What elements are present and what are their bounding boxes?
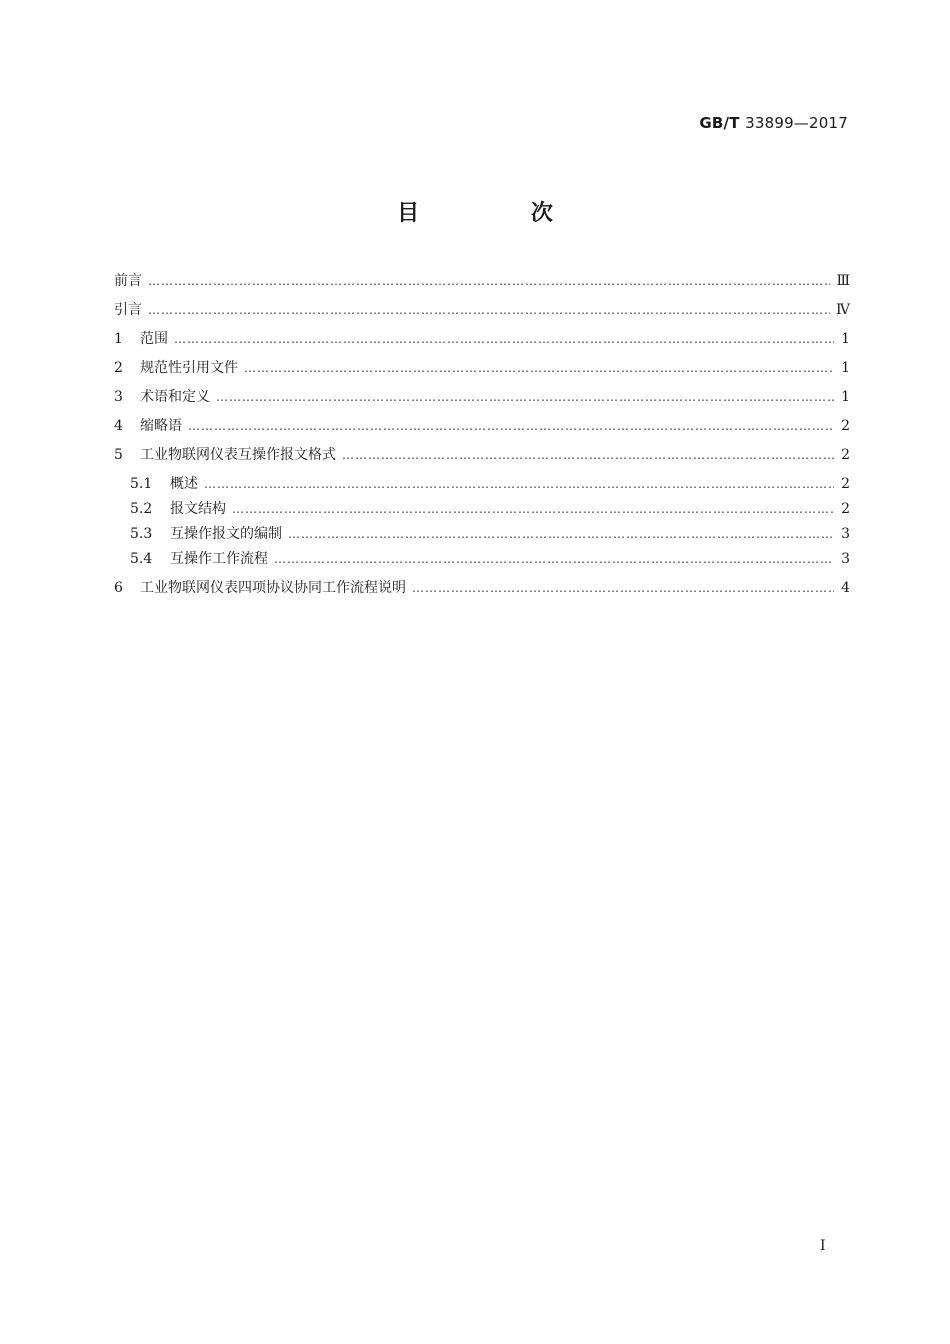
toc-dot-leader <box>412 581 834 595</box>
toc-entry-label: 范围 <box>140 331 168 347</box>
toc-dot-leader <box>216 390 834 404</box>
toc-dot-leader <box>204 477 834 491</box>
toc-entry[interactable] <box>114 299 850 319</box>
toc-entry-label: 引言 <box>114 302 142 318</box>
toc-entry-number: 5.3 <box>130 526 153 542</box>
toc-entry[interactable] <box>114 473 850 493</box>
toc-entry-label: 报文结构 <box>170 501 226 517</box>
toc-entry-number: 5.1 <box>130 476 153 492</box>
toc-entry-page: 2 <box>841 418 850 434</box>
page-number: I <box>820 1238 826 1254</box>
toc-entry-label: 术语和定义 <box>140 389 210 405</box>
toc-dot-leader <box>288 527 834 541</box>
standard-code <box>699 114 848 132</box>
toc-entry-page: 1 <box>841 360 850 376</box>
toc-entry-label: 缩略语 <box>140 418 182 434</box>
toc-entry-page: 3 <box>841 526 850 542</box>
toc-entry-page: 1 <box>841 331 850 347</box>
page-title: 目 次 <box>397 201 605 226</box>
toc-entry[interactable] <box>114 548 850 568</box>
standard-number: 33899—2017 <box>745 114 848 132</box>
toc-dot-leader <box>188 419 834 433</box>
toc-dot-leader <box>274 552 834 566</box>
toc-entry-label: 工业物联网仪表互操作报文格式 <box>140 447 336 463</box>
toc-entry-number: 6 <box>114 580 123 596</box>
toc-entry[interactable] <box>114 415 850 435</box>
toc-entry-page: 2 <box>841 501 850 517</box>
toc-entry-label: 概述 <box>170 476 198 492</box>
toc-entry-number: 5 <box>114 447 123 463</box>
toc-entry[interactable] <box>114 386 850 406</box>
toc-entry-page: 4 <box>841 580 850 596</box>
toc-dot-leader <box>232 502 834 516</box>
toc-entry-page: 1 <box>841 389 850 405</box>
toc-entry[interactable] <box>114 523 850 543</box>
toc-dot-leader <box>174 332 834 346</box>
toc-dot-leader <box>148 274 830 288</box>
toc-entry[interactable] <box>114 270 850 290</box>
toc-entry-page: Ⅲ <box>836 273 850 289</box>
toc-entry-number: 3 <box>114 389 123 405</box>
toc-entry-page: Ⅳ <box>836 302 850 318</box>
standard-prefix: GB/T <box>699 114 740 132</box>
toc-entry[interactable] <box>114 577 850 597</box>
toc-entry-page: 2 <box>841 476 850 492</box>
toc-entry[interactable] <box>114 444 850 464</box>
toc-entry-page: 2 <box>841 447 850 463</box>
toc-entry[interactable] <box>114 498 850 518</box>
toc-entry-number: 5.4 <box>130 551 153 567</box>
toc-entry-number: 1 <box>114 331 123 347</box>
toc-dot-leader <box>148 303 830 317</box>
toc-entry-number: 2 <box>114 360 123 376</box>
toc-entry-number: 5.2 <box>130 501 153 517</box>
toc-dot-leader <box>342 448 834 462</box>
toc-entry[interactable] <box>114 357 850 377</box>
toc-entry-page: 3 <box>841 551 850 567</box>
toc-entry-label: 互操作工作流程 <box>170 551 268 567</box>
toc-entry-label: 工业物联网仪表四项协议协同工作流程说明 <box>140 580 406 596</box>
toc-entry-label: 互操作报文的编制 <box>170 526 282 542</box>
toc-dot-leader <box>244 361 834 375</box>
toc-entry-label: 前言 <box>114 273 142 289</box>
toc-entry[interactable] <box>114 328 850 348</box>
toc-entry-number: 4 <box>114 418 123 434</box>
toc-entry-label: 规范性引用文件 <box>140 360 238 376</box>
